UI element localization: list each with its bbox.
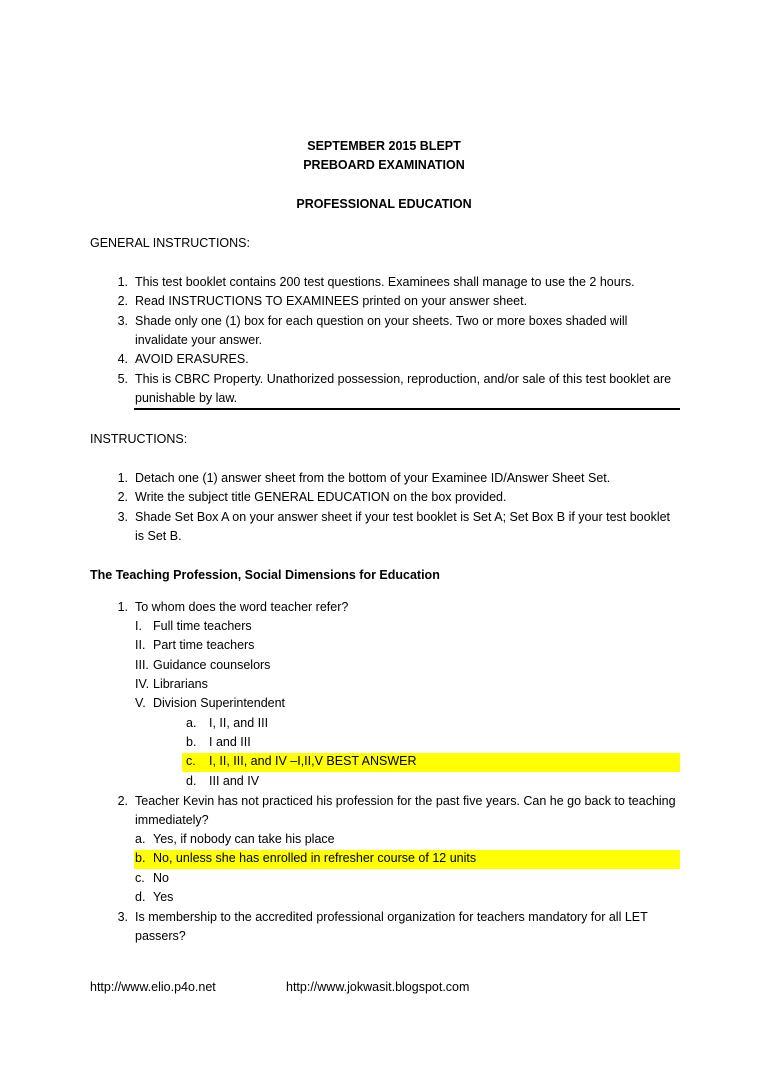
question-text: Is membership to the accredited professional organization for teachers mandatory for all LET (135, 910, 648, 924)
question-text: To whom does the word teacher refer? (135, 600, 349, 614)
choice-text-highlighted: I, II, III, and IV –I,II,V BEST ANSWER (209, 754, 417, 768)
list-number: 4. (117, 352, 128, 366)
general-instructions-heading: GENERAL INSTRUCTIONS: (90, 236, 250, 250)
question-text-continuation: immediately? (135, 813, 209, 827)
exam-subtitle: PREBOARD EXAMINATION (303, 158, 465, 172)
question-text-continuation: passers? (135, 929, 186, 943)
choice-text: Yes (153, 890, 174, 904)
statement-text: Division Superintendent (153, 696, 286, 710)
list-number: 3. (117, 510, 128, 524)
choice-text: No (153, 871, 169, 885)
list-item: Write the subject title GENERAL EDUCATION on the box provided. (135, 490, 507, 504)
exam-subject: PROFESSIONAL EDUCATION (296, 197, 472, 211)
list-item: Shade Set Box A on your answer sheet if your test booklet is Set A; Set Box B if your test booklet (135, 510, 671, 524)
list-number: 1. (117, 471, 128, 485)
choice-mark: b. (186, 735, 197, 749)
statement-mark: II. (135, 638, 146, 652)
choice-text: I, II, and III (209, 716, 269, 730)
list-item: AVOID ERASURES. (135, 352, 249, 366)
list-item: This test booklet contains 200 test questions. Examinees shall manage to use the 2 hours. (135, 275, 635, 289)
exam-title: SEPTEMBER 2015 BLEPT (307, 139, 461, 153)
list-number: 5. (117, 372, 128, 386)
statement-text: Librarians (153, 677, 208, 691)
choice-mark: c. (135, 871, 145, 885)
statement-text: Part time teachers (153, 638, 255, 652)
list-item-continuation: punishable by law. (135, 391, 238, 405)
list-item: This is CBRC Property. Unathorized possession, reproduction, and/or sale of this test booklet are (135, 372, 672, 386)
list-item: Read INSTRUCTIONS TO EXAMINEES printed on your answer sheet. (135, 294, 528, 308)
question-text: Teacher Kevin has not practiced his profession for the past five years. Can he go back to teaching (135, 794, 676, 808)
footer-link-elio[interactable]: http://www.elio.p4o.net (90, 980, 216, 994)
list-number: 3. (117, 314, 128, 328)
question-number: 2. (117, 794, 128, 808)
statement-text: Full time teachers (153, 619, 252, 633)
list-number: 1. (117, 275, 128, 289)
list-number: 2. (117, 294, 128, 308)
choice-mark: d. (186, 774, 197, 788)
choice-mark: c. (186, 754, 196, 768)
list-number: 2. (117, 490, 128, 504)
choice-text: III and IV (209, 774, 260, 788)
question-number: 3. (117, 910, 128, 924)
statement-mark: V. (135, 696, 146, 710)
statement-mark: IV. (135, 677, 150, 691)
choice-mark: b. (135, 851, 146, 865)
list-item-continuation: invalidate your answer. (135, 333, 263, 347)
list-item: Shade only one (1) box for each question on your sheets. Two or more boxes shaded will (135, 314, 628, 328)
section-title: The Teaching Profession, Social Dimensions for Education (90, 568, 440, 582)
choice-text: I and III (209, 735, 251, 749)
choice-text: Yes, if nobody can take his place (153, 832, 335, 846)
list-item-continuation: is Set B. (135, 529, 182, 543)
instructions-heading: INSTRUCTIONS: (90, 432, 188, 446)
section-divider (134, 408, 680, 410)
question-number: 1. (117, 600, 128, 614)
footer-link-jokwasit[interactable]: http://www.jokwasit.blogspot.com (286, 980, 470, 994)
choice-text-highlighted: No, unless she has enrolled in refresher course of 12 units (153, 851, 477, 865)
list-item: Detach one (1) answer sheet from the bottom of your Examinee ID/Answer Sheet Set. (135, 471, 611, 485)
statement-text: Guidance counselors (153, 658, 271, 672)
choice-mark: a. (135, 832, 146, 846)
statement-mark: III. (135, 658, 149, 672)
choice-mark: a. (186, 716, 197, 730)
statement-mark: I. (135, 619, 142, 633)
choice-mark: d. (135, 890, 146, 904)
